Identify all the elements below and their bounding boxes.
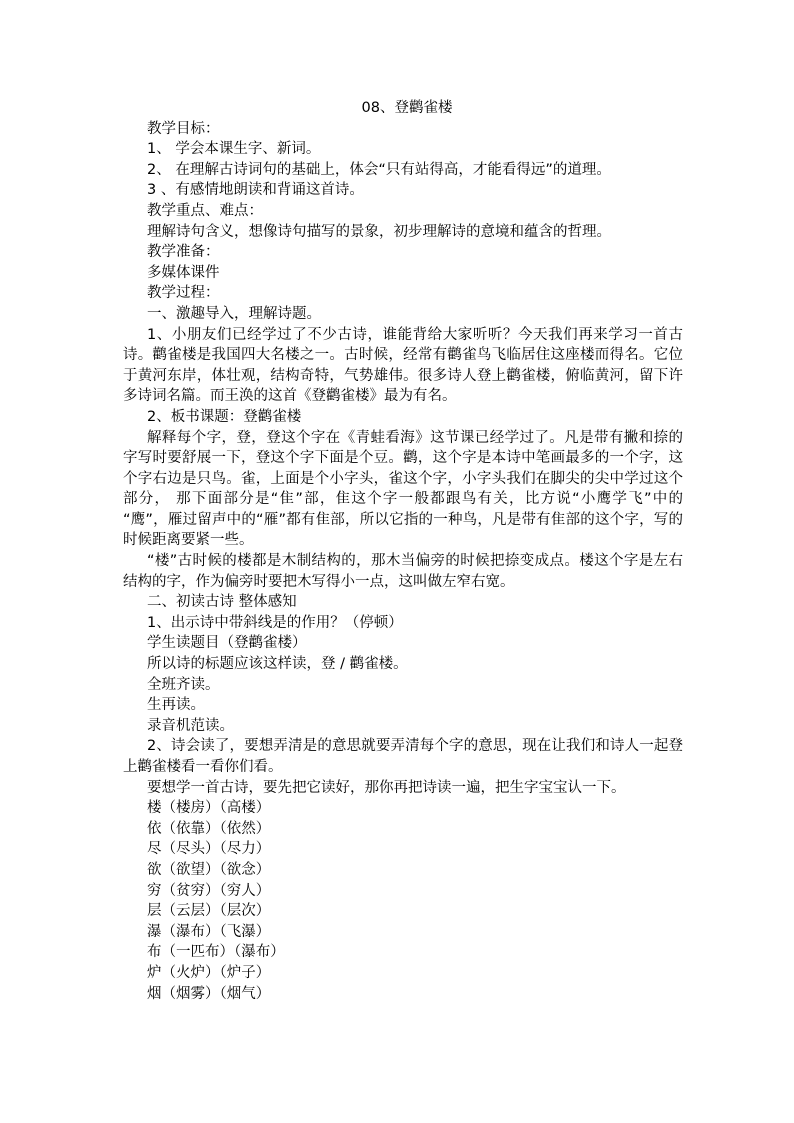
word-item: 尽（尽头）（尽力）: [147, 841, 271, 858]
prep-heading: 教学准备：: [147, 244, 220, 261]
prep-text: 多媒体课件: [147, 264, 220, 281]
part1-paragraph: 1、小朋友们已经学过了不少古诗，谁能背给大家听听？今天我们再来学习一首古诗。鹳雀楼是我国四大名楼之一。古时候，经常有鹳雀鸟飞临居住这座楼而得名。它位于黄河东岸，体壮观，结构奇特，气势雄伟。很多诗人登上鹳雀楼，俯临黄河，留下许多诗词名篇。而王涣的这首《登鹳雀楼》最为有名。: [123, 326, 683, 405]
word-item: 烟（烟雾）（烟气）: [147, 985, 271, 1002]
part2-line: 所以诗的标题应该这样读，登 / 鹳雀楼。: [147, 656, 408, 673]
goal-item: 2、 在理解古诗词句的基础上，体会“只有站得高，才能看得远”的道理。: [147, 161, 611, 178]
word-item: 层（云层）（层次）: [147, 903, 271, 920]
part1-heading: 一、激趣导入，理解诗题。: [147, 305, 321, 322]
part2-line: 录音机范读。: [147, 717, 234, 734]
part1-board-title: 2、板书课题：登鹳雀楼: [147, 408, 302, 425]
part2-paragraph: 2、诗会读了，要想弄清是的意思就要弄清每个字的意思，现在让我们和诗人一起登上鹳雀楼看一看你们看。: [123, 738, 683, 775]
word-item: 依（依靠）（依然）: [147, 820, 271, 837]
part1-paragraph: “楼”古时候的楼都是木制结构的，那木当偏旁的时候把捺变成点。楼这个字是左右结构的字，作为偏旁时要把木写得小一点，这叫做左窄右宽。: [123, 553, 683, 590]
part2-line: 1、出示诗中带斜线是的作用？（停顿）: [147, 614, 403, 631]
part1-paragraph: 解释每个字，登，登这个字在《青蛙看海》这节课已经学过了。凡是带有撇和捺的字写时要舒展一下，登这个字下面是个豆。鹳，这个字是本诗中笔画最多的一个字，这个字右边是只鸟。雀，上面是个小字头，雀这个字，小字头我们在脚尖的尖中学过这个部分， 那下面部分是“隹”部，隹这个字一般都跟鸟有关，比方说“小鹰学飞”中的 “鹰”，雁过留声中的“雁”都有隹部，所以它指的一种鸟，凡是带有隹部的这个字，写的时候距离要紧一些。: [123, 429, 683, 549]
process-heading: 教学过程：: [147, 285, 220, 302]
word-item: 穷（贫穷）（穷人）: [147, 882, 271, 899]
key-heading: 教学重点、难点：: [147, 202, 263, 219]
key-text: 理解诗句含义，想像诗句描写的景象，初步理解诗的意境和蕴含的哲理。: [147, 223, 611, 240]
word-item: 欲（欲望）（欲念）: [147, 861, 271, 878]
goal-heading: 教学目标：: [147, 120, 220, 137]
part2-line: 全班齐读。: [147, 676, 220, 693]
part2-line: 生再读。: [147, 697, 205, 714]
document-page: [123, 98, 683, 1004]
document-title: 08、登鹳雀楼: [361, 100, 453, 116]
word-item: 布（一匹布）（瀑布）: [147, 944, 285, 961]
goal-item: 1、 学会本课生字、新词。: [147, 141, 321, 158]
part2-heading: 二、初读古诗 整体感知: [147, 594, 297, 611]
word-item: 炉（火炉）（炉子）: [147, 964, 271, 981]
word-item: 瀑（瀑布）（飞瀑）: [147, 923, 271, 940]
part2-paragraph: 要想学一首古诗，要先把它读好，那你再把诗读一遍，把生字宝宝认一下。: [147, 779, 626, 796]
word-item: 楼（楼房）（高楼）: [147, 800, 271, 817]
part2-line: 学生读题目（登鹳雀楼）: [147, 635, 307, 652]
goal-item: 3 、有感情地朗读和背诵这首诗。: [147, 182, 364, 199]
